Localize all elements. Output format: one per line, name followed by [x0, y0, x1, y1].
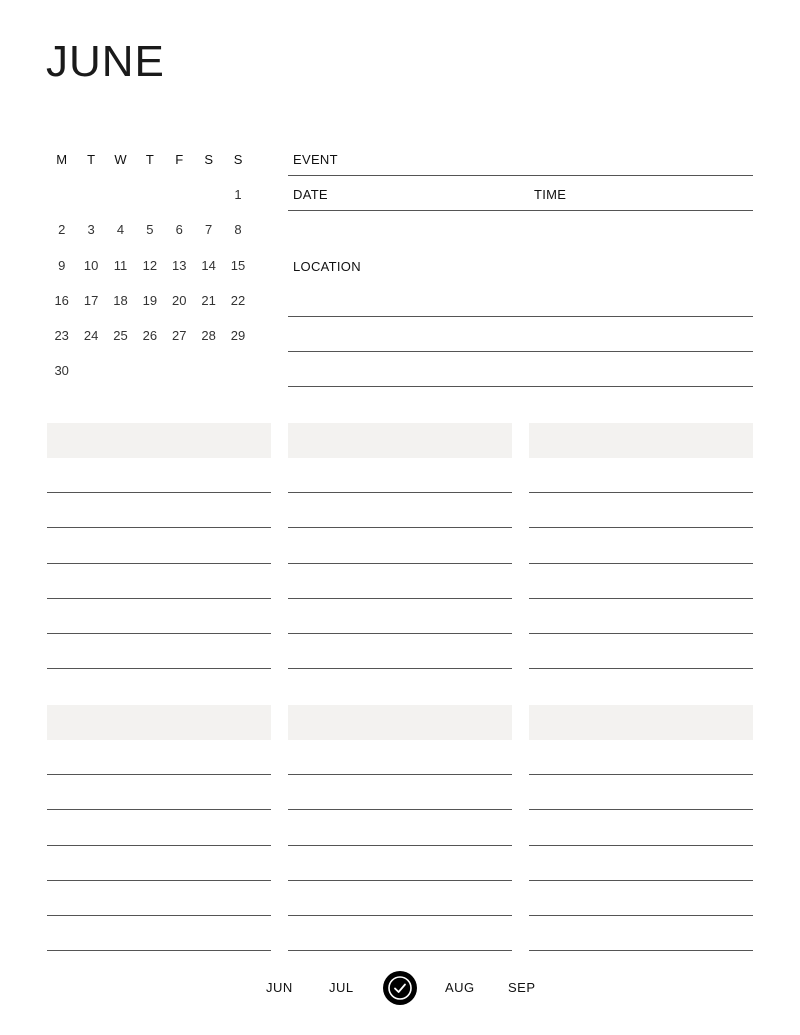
calendar-empty-cell — [106, 353, 135, 388]
note-line[interactable] — [288, 564, 512, 599]
nav-item-aug[interactable]: AUG — [445, 980, 475, 995]
notes-column — [529, 705, 753, 951]
calendar-day[interactable]: 16 — [54, 292, 69, 308]
note-line[interactable] — [47, 775, 271, 810]
calendar-day[interactable]: 7 — [205, 222, 213, 238]
calendar-day[interactable]: 23 — [54, 328, 69, 344]
note-line[interactable] — [288, 740, 512, 775]
calendar-empty-cell — [194, 353, 223, 388]
note-line[interactable] — [529, 599, 753, 634]
calendar-empty-cell — [194, 177, 223, 212]
calendar-day[interactable]: 27 — [172, 328, 187, 344]
calendar-day[interactable]: 1 — [234, 187, 242, 203]
weekday-header: T — [87, 152, 96, 168]
location-row — [288, 247, 753, 282]
calendar-empty-cell — [223, 353, 252, 388]
checkmark-icon — [383, 971, 417, 1005]
nav-item-jul[interactable]: JUL — [329, 980, 354, 995]
calendar-day[interactable]: 10 — [83, 257, 99, 273]
weekday-header: S — [204, 152, 213, 168]
note-line[interactable] — [47, 740, 271, 775]
note-line[interactable] — [288, 810, 512, 845]
calendar-day[interactable]: 26 — [142, 328, 158, 344]
date-label: DATE — [293, 187, 328, 203]
notes-column — [288, 423, 512, 669]
location-line[interactable] — [288, 352, 753, 387]
note-line[interactable] — [288, 599, 512, 634]
notes-column-header[interactable] — [47, 705, 271, 740]
calendar-day[interactable]: 4 — [116, 222, 125, 238]
calendar-day[interactable]: 13 — [172, 257, 187, 273]
calendar-day[interactable]: 6 — [175, 222, 183, 238]
note-line[interactable] — [529, 458, 753, 493]
nav-item-sep[interactable]: SEP — [508, 980, 536, 995]
calendar-day[interactable]: 3 — [87, 222, 95, 238]
note-line[interactable] — [47, 881, 271, 916]
note-line[interactable] — [288, 916, 512, 951]
note-line[interactable] — [47, 810, 271, 845]
weekday-header: T — [145, 152, 154, 168]
event-label: EVENT — [293, 152, 338, 168]
calendar-day[interactable]: 28 — [201, 328, 216, 344]
notes-column — [47, 705, 271, 951]
note-line[interactable] — [288, 458, 512, 493]
calendar-empty-cell — [76, 353, 105, 388]
calendar-day[interactable]: 8 — [234, 222, 242, 238]
note-line[interactable] — [529, 846, 753, 881]
calendar-day[interactable]: 2 — [58, 222, 66, 238]
calendar-empty-cell — [135, 353, 164, 388]
note-line[interactable] — [288, 528, 512, 563]
calendar-day[interactable]: 29 — [230, 328, 246, 344]
calendar-empty-cell — [135, 177, 164, 212]
calendar-day[interactable]: 19 — [142, 292, 158, 308]
note-line[interactable] — [47, 564, 271, 599]
note-line[interactable] — [529, 528, 753, 563]
notes-column-header[interactable] — [529, 705, 753, 740]
calendar-day[interactable]: 24 — [83, 328, 99, 344]
note-line[interactable] — [529, 810, 753, 845]
calendar-day[interactable]: 30 — [54, 363, 69, 379]
note-line[interactable] — [529, 493, 753, 528]
note-line[interactable] — [288, 846, 512, 881]
note-line[interactable] — [47, 458, 271, 493]
location-label: LOCATION — [293, 258, 361, 274]
mini-calendar — [47, 142, 253, 388]
notes-column-header[interactable] — [529, 423, 753, 458]
note-line[interactable] — [47, 916, 271, 951]
note-line[interactable] — [47, 493, 271, 528]
calendar-day[interactable]: 9 — [58, 257, 66, 273]
note-line[interactable] — [47, 599, 271, 634]
note-line[interactable] — [529, 634, 753, 669]
calendar-day[interactable]: 25 — [113, 328, 128, 344]
calendar-day[interactable]: 20 — [172, 292, 187, 308]
date-time-line[interactable] — [288, 176, 753, 211]
note-line[interactable] — [529, 916, 753, 951]
location-line[interactable] — [288, 317, 753, 352]
calendar-day[interactable]: 17 — [83, 292, 99, 308]
notes-column-header[interactable] — [288, 423, 512, 458]
calendar-day[interactable]: 22 — [230, 292, 246, 308]
weekday-header: M — [56, 152, 68, 168]
notes-column — [288, 705, 512, 951]
notes-column — [529, 423, 753, 669]
note-line[interactable] — [529, 564, 753, 599]
month-nav — [0, 970, 800, 1006]
note-line[interactable] — [529, 740, 753, 775]
notes-column-header[interactable] — [47, 423, 271, 458]
note-line[interactable] — [529, 775, 753, 810]
calendar-empty-cell — [76, 177, 105, 212]
note-line[interactable] — [47, 528, 271, 563]
calendar-day[interactable]: 14 — [201, 257, 216, 273]
note-line[interactable] — [288, 881, 512, 916]
check-circle-icon[interactable] — [383, 971, 417, 1005]
note-line[interactable] — [288, 775, 512, 810]
notes-column-header[interactable] — [288, 705, 512, 740]
blank-row — [288, 211, 753, 246]
calendar-day[interactable]: 11 — [113, 257, 128, 273]
calendar-day[interactable]: 21 — [201, 292, 216, 308]
calendar-empty-cell — [106, 177, 135, 212]
location-line[interactable] — [288, 282, 753, 317]
notes-column — [47, 423, 271, 669]
nav-item-jun[interactable]: JUN — [266, 980, 293, 995]
event-form — [288, 141, 753, 387]
weekday-header: F — [175, 152, 184, 168]
weekday-header: S — [233, 152, 243, 168]
calendar-day[interactable]: 18 — [113, 292, 128, 308]
calendar-empty-cell — [165, 353, 194, 388]
note-line[interactable] — [288, 493, 512, 528]
note-line[interactable] — [47, 846, 271, 881]
note-line[interactable] — [288, 634, 512, 669]
time-label: TIME — [534, 187, 567, 203]
calendar-day[interactable]: 5 — [146, 222, 154, 238]
note-line[interactable] — [529, 881, 753, 916]
page-title: JUNE — [46, 37, 165, 86]
calendar-empty-cell — [47, 177, 76, 212]
event-line[interactable] — [288, 141, 753, 176]
calendar-day[interactable]: 12 — [142, 257, 158, 273]
calendar-empty-cell — [165, 177, 194, 212]
calendar-day[interactable]: 15 — [230, 257, 246, 273]
weekday-header: W — [114, 152, 127, 168]
note-line[interactable] — [47, 634, 271, 669]
